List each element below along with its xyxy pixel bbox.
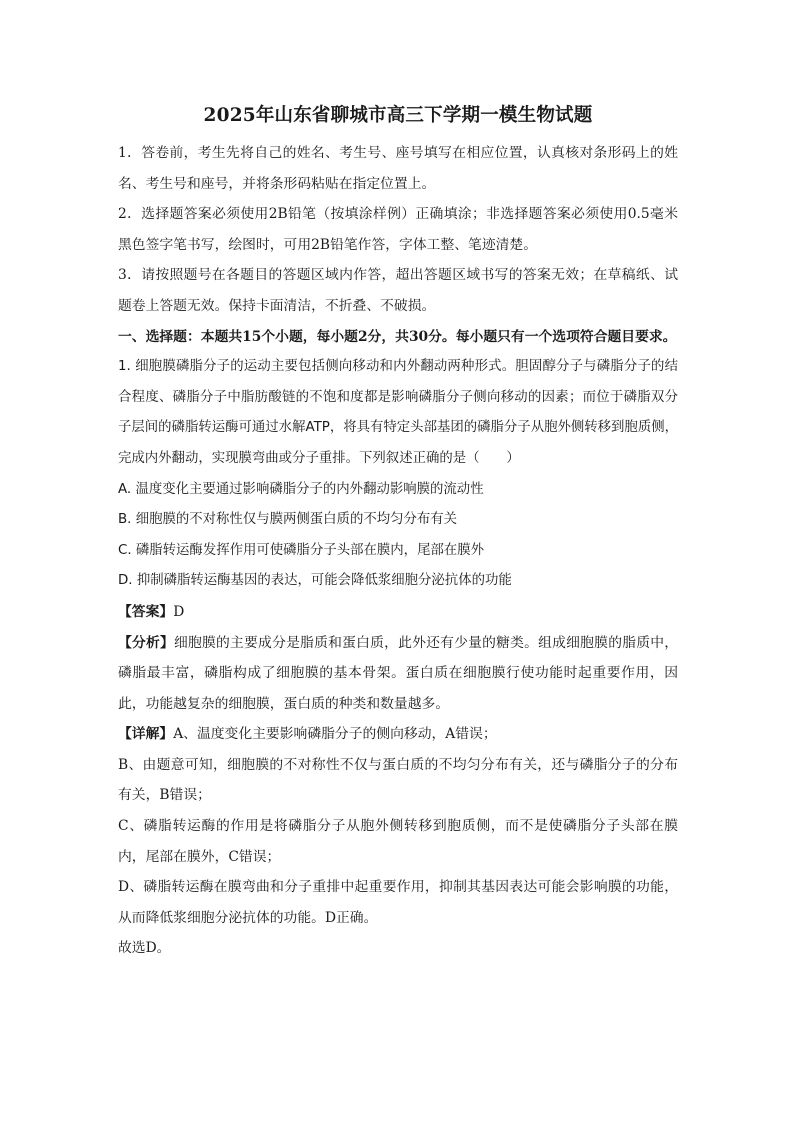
conclusion: 故选D。 xyxy=(118,940,171,957)
section-heading: 一、选择题：本题共15个小题，每小题2分，共30分。每小题只有一个选项符合题目要求。 xyxy=(118,328,677,345)
instruction-1: 1．答卷前，考生先将自己的姓名、考生号、座号填写在相应位置，认真核对条形码上的姓名、考生号和座号，并将条形码粘贴在指定位置上。 xyxy=(118,145,678,192)
detail-line-d: D、磷脂转运酶在膜弯曲和分子重排中起重要作用，抑制其基因表达可能会影响膜的功能，从而降低浆细胞分泌抗体的功能。D正确。 xyxy=(118,879,678,926)
detail-line-a xyxy=(118,719,678,750)
document-page xyxy=(118,104,678,964)
answer-line xyxy=(118,597,678,628)
detail-label: 【详解】 xyxy=(118,726,174,743)
question-stem: 1. 细胞膜磷脂分子的运动主要包括侧向移动和内外翻动两种形式。胆固醇分子与磷脂分子的结合程度、磷脂分子中脂肪酸链的不饱和度都是影响磷脂分子侧向移动的因素；而位于磷脂双分子层间的磷脂转运酶可通过水解ATP，将具有特定头部基团的磷脂分子从胞外侧转移到胞质侧，完成内外翻动，实现膜弯曲或分子重排。下列叙述正确的是（ ） xyxy=(118,359,678,466)
detail-text-a: A、温度变化主要影响磷脂分子的侧向移动，A错误； xyxy=(173,726,497,743)
analysis-label: 【分析】 xyxy=(118,634,175,651)
analysis-text: 细胞膜的主要成分是脂质和蛋白质，此外还有少量的糖类。组成细胞膜的脂质中，磷脂最丰富，磷脂构成了细胞膜的基本骨架。蛋白质在细胞膜行使功能时起重要作用，因此，功能越复杂的细胞膜，蛋白质的种类和数量越多。 xyxy=(118,634,679,712)
option-c: C. 磷脂转运酶发挥作用可使磷脂分子头部在膜内，尾部在膜外 xyxy=(118,542,485,558)
instruction-3: 3．请按照题号在各题目的答题区域内作答，超出答题区域书写的答案无效；在草稿纸、试题卷上答题无效。保持卡面清洁，不折叠、不破损。 xyxy=(118,267,678,314)
detail-line-c: C、磷脂转运酶的作用是将磷脂分子从胞外侧转移到胞质侧，而不是使磷脂分子头部在膜内，尾部在膜外，C错误； xyxy=(118,818,678,865)
answer-value: D xyxy=(173,603,185,620)
instruction-2: 2．选择题答案必须使用2B铅笔（按填涂样例）正确填涂；非选择题答案必须使用0.5毫米黑色签字笔书写，绘图时，可用2B铅笔作答，字体工整、笔迹清楚。 xyxy=(118,206,678,253)
option-d: D. 抑制磷脂转运酶基因的表达，可能会降低浆细胞分泌抗体的功能 xyxy=(118,573,512,589)
document-title: 2025年山东省聊城市高三下学期一模生物试题 xyxy=(203,105,593,126)
detail-line-b: B、由题意可知，细胞膜的不对称性不仅与蛋白质的不均匀分布有关，还与磷脂分子的分布有关，B错误； xyxy=(118,756,678,804)
answer-label: 【答案】 xyxy=(118,603,174,620)
option-a: A. 温度变化主要通过影响磷脂分子的内外翻动影响膜的流动性 xyxy=(118,481,484,497)
analysis-paragraph xyxy=(118,628,678,720)
option-b: B. 细胞膜的不对称性仅与膜两侧蛋白质的不均匀分布有关 xyxy=(118,512,458,528)
